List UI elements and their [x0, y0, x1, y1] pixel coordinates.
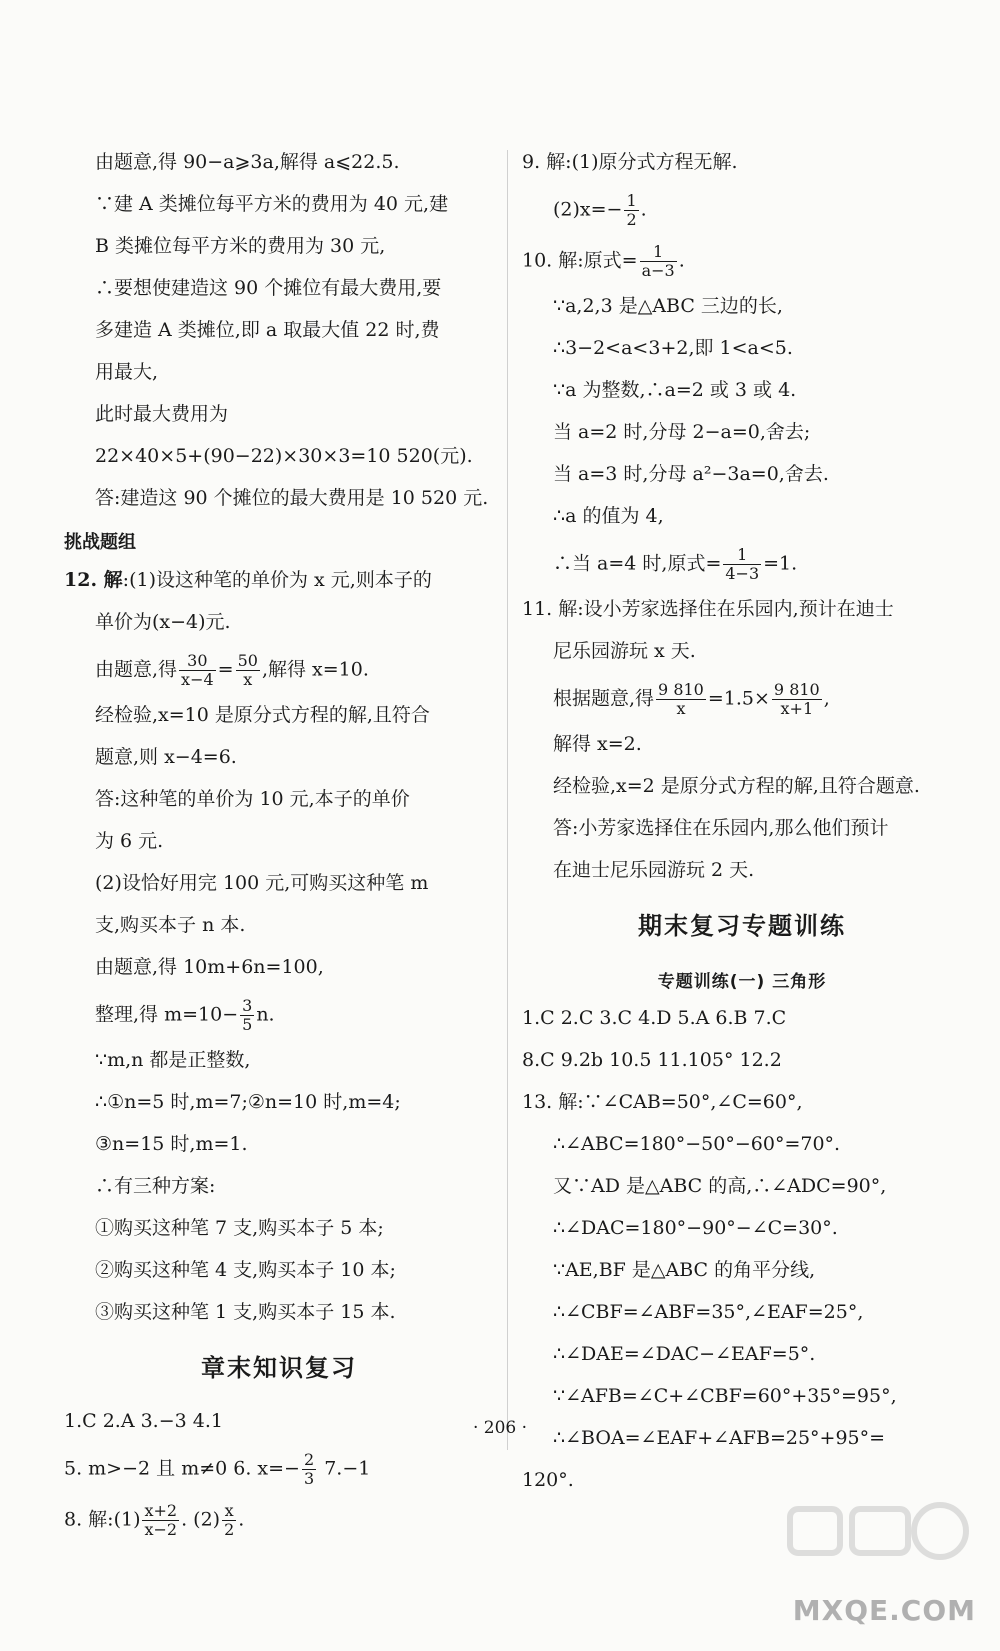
text-line: 当 a=3 时,分母 a²−3a=0,舍去.	[553, 463, 829, 485]
left-column	[64, 150, 494, 1553]
text-line: 用最大,	[95, 361, 159, 383]
fraction	[302, 1451, 316, 1488]
text-line: 经检验,x=2 是原分式方程的解,且符合题意.	[553, 775, 920, 797]
fraction	[723, 546, 761, 583]
text-line: 单价为(x−4)元.	[95, 611, 231, 633]
numerator: x+2	[144, 1501, 178, 1520]
text-span: =1.5×	[707, 687, 770, 710]
numerator: x	[222, 1502, 236, 1521]
text-line: 经检验,x=10 是原分式方程的解,且符合	[95, 704, 430, 726]
text-line: 答:这种笔的单价为 10 元,本子的单价	[95, 788, 410, 810]
text-line: 由题意,得 10m+6n=100,	[95, 956, 324, 978]
equation-line	[64, 997, 494, 1034]
text-line: ∴①n=5 时,m=7;②n=10 时,m=4;	[95, 1091, 401, 1113]
denominator: x	[676, 699, 686, 718]
denominator: 5	[242, 1015, 253, 1034]
text-span: (2)x=−	[553, 198, 623, 221]
text-line: 题意,则 x−4=6.	[95, 746, 237, 768]
text-line: ③购买这种笔 1 支,购买本子 15 本.	[95, 1301, 396, 1323]
equation-line	[522, 681, 962, 718]
text-line: 22×40×5+(90−22)×30×3=10 520(元).	[95, 445, 473, 467]
text-line: 答:小芳家选择住在乐园内,那么他们预计	[553, 817, 889, 839]
text-span: 8. 解:(1)	[64, 1508, 141, 1531]
text-line: 此时最大费用为	[95, 403, 229, 425]
text-line: ∴∠DAE=∠DAC−∠EAF=5°.	[553, 1343, 816, 1365]
text-line: ∴∠CBF=∠ABF=35°,∠EAF=25°,	[553, 1301, 864, 1323]
text-span: .	[238, 1508, 245, 1531]
numerator: 50	[237, 651, 258, 670]
text-line: :(1)设这种笔的单价为 x 元,则本子的	[122, 569, 432, 591]
denominator: x+1	[780, 699, 814, 718]
text-span: .	[640, 198, 647, 221]
denominator: 3	[303, 1469, 315, 1488]
text-line: (2)设恰好用完 100 元,可购买这种笔 m	[95, 872, 429, 894]
fraction	[640, 243, 677, 280]
right-column	[522, 150, 962, 1510]
text-line: ∵AE,BF 是△ABC 的角平分线,	[553, 1259, 816, 1281]
question-number: 12. 解	[64, 569, 123, 591]
text-span: ,解得 x=10.	[261, 658, 369, 681]
text-span: ∴当 a=4 时,原式=	[553, 552, 722, 575]
numerator: 9 810	[773, 680, 820, 699]
numerator: 30	[179, 652, 216, 671]
text-line: B 类摊位每平方米的费用为 30 元,	[95, 235, 386, 257]
text-span: . (2)	[181, 1508, 221, 1531]
fraction	[624, 192, 638, 229]
numerator: 2	[303, 1450, 315, 1469]
column-divider	[507, 150, 508, 1450]
fraction	[240, 997, 254, 1034]
equation-line	[522, 546, 962, 583]
numerator: 1	[640, 243, 677, 262]
text-span: .	[678, 249, 685, 272]
text-line: 答:建造这 90 个摊位的最大费用是 10 520 元.	[95, 487, 489, 509]
numerator: 3	[242, 996, 253, 1015]
answer-line: 1.C 2.A 3.−3 4.1	[64, 1410, 223, 1432]
text-span: 由题意,得	[95, 658, 178, 681]
text-span: 7.−1	[318, 1457, 371, 1480]
text-line: ③n=15 时,m=1.	[95, 1133, 248, 1155]
section-title: 期末复习专题训练	[638, 912, 846, 940]
denominator: a−3	[641, 261, 675, 280]
text-span: =1.	[763, 552, 798, 575]
text-line: ∴要想使建造这 90 个摊位有最大费用,要	[95, 277, 442, 299]
equation-line	[64, 652, 494, 689]
page-number: · 206 ·	[472, 1418, 528, 1438]
question-8	[64, 1502, 494, 1539]
equation-line	[522, 243, 962, 280]
text-line: ∵m,n 都是正整数,	[95, 1049, 251, 1071]
text-line: ∵a,2,3 是△ABC 三边的长,	[553, 295, 783, 317]
text-line: ∴3−2<a<3+2,即 1<a<5.	[553, 337, 793, 359]
equation-line	[522, 192, 962, 229]
text-line: ∵a 为整数,∴a=2 或 3 或 4.	[553, 379, 797, 401]
text-line: ①购买这种笔 7 支,购买本子 5 本;	[95, 1217, 384, 1239]
question-12	[64, 568, 494, 592]
fraction	[772, 681, 822, 718]
text-line: 由题意,得 90−a⩾3a,解得 a⩽22.5.	[95, 151, 400, 173]
denominator: x	[243, 670, 253, 689]
denominator: x−4	[181, 670, 214, 689]
section-title: 章末知识复习	[201, 1354, 357, 1382]
text-span: 根据题意,得	[553, 687, 655, 710]
denominator: 2	[224, 1520, 235, 1539]
fraction	[142, 1502, 179, 1539]
denominator: 2	[626, 210, 637, 229]
text-line: 又∵AD 是△ABC 的高,∴∠ADC=90°,	[553, 1175, 887, 1197]
text-span: 5. m>−2 且 m≠0 6. x=−	[64, 1457, 300, 1480]
text-line: 多建造 A 类摊位,即 a 取最大值 22 时,费	[95, 319, 440, 341]
answer-line: 1.C 2.C 3.C 4.D 5.A 6.B 7.C	[522, 1007, 787, 1029]
text-line: 当 a=2 时,分母 2−a=0,舍去;	[553, 421, 811, 443]
denominator: x−2	[144, 1520, 178, 1539]
text-line: ∴∠DAC=180°−90°−∠C=30°.	[553, 1217, 838, 1239]
text-line: ∴∠ABC=180°−50°−60°=70°.	[553, 1133, 841, 1155]
fraction	[656, 681, 706, 718]
text-line: 尼乐园游玩 x 天.	[553, 640, 696, 662]
text-line: 13. 解:∵∠CAB=50°,∠C=60°,	[522, 1091, 803, 1113]
numerator: 1	[626, 191, 637, 210]
text-span: ,	[823, 687, 830, 710]
answer-line: 8.C 9.2b 10.5 11.105° 12.2	[522, 1049, 782, 1071]
fraction	[222, 1502, 236, 1539]
text-line: ∴∠BOA=∠EAF+∠AFB=25°+95°=	[553, 1427, 886, 1449]
numerator: 9 810	[658, 680, 704, 699]
fraction	[236, 652, 260, 689]
text-line: 9. 解:(1)原分式方程无解.	[522, 151, 738, 173]
text-line: ∵建 A 类摊位每平方米的费用为 40 元,建	[95, 193, 449, 215]
watermark-text: MXQE.COM	[792, 1594, 976, 1627]
text-line: 解得 x=2.	[553, 733, 642, 755]
text-span: 整理,得 m=10−	[95, 1003, 239, 1026]
text-line: 11. 解:设小芳家选择住在乐园内,预计在迪士	[522, 598, 894, 620]
text-line: ②购买这种笔 4 支,购买本子 10 本;	[95, 1259, 396, 1281]
subsection-title: 专题训练(一) 三角形	[657, 972, 827, 992]
text-span: 10. 解:原式=	[522, 249, 638, 272]
text-line: 在迪士尼乐园游玩 2 天.	[553, 859, 755, 881]
text-line: ∴有三种方案:	[95, 1175, 216, 1197]
watermark-logo-icon	[780, 1491, 970, 1591]
group-heading: 挑战题组	[64, 532, 136, 553]
text-span: =	[217, 658, 234, 681]
numerator: 1	[723, 546, 761, 565]
text-line: 120°.	[522, 1469, 574, 1491]
denominator: 4−3	[725, 564, 760, 583]
text-line: 支,购买本子 n 本.	[95, 914, 246, 936]
fraction	[179, 652, 216, 689]
text-span: n.	[256, 1003, 275, 1026]
answer-line	[64, 1451, 494, 1488]
text-line: ∴a 的值为 4,	[553, 505, 664, 527]
text-line: 为 6 元.	[95, 830, 164, 852]
text-line: ∵∠AFB=∠C+∠CBF=60°+35°=95°,	[553, 1385, 897, 1407]
